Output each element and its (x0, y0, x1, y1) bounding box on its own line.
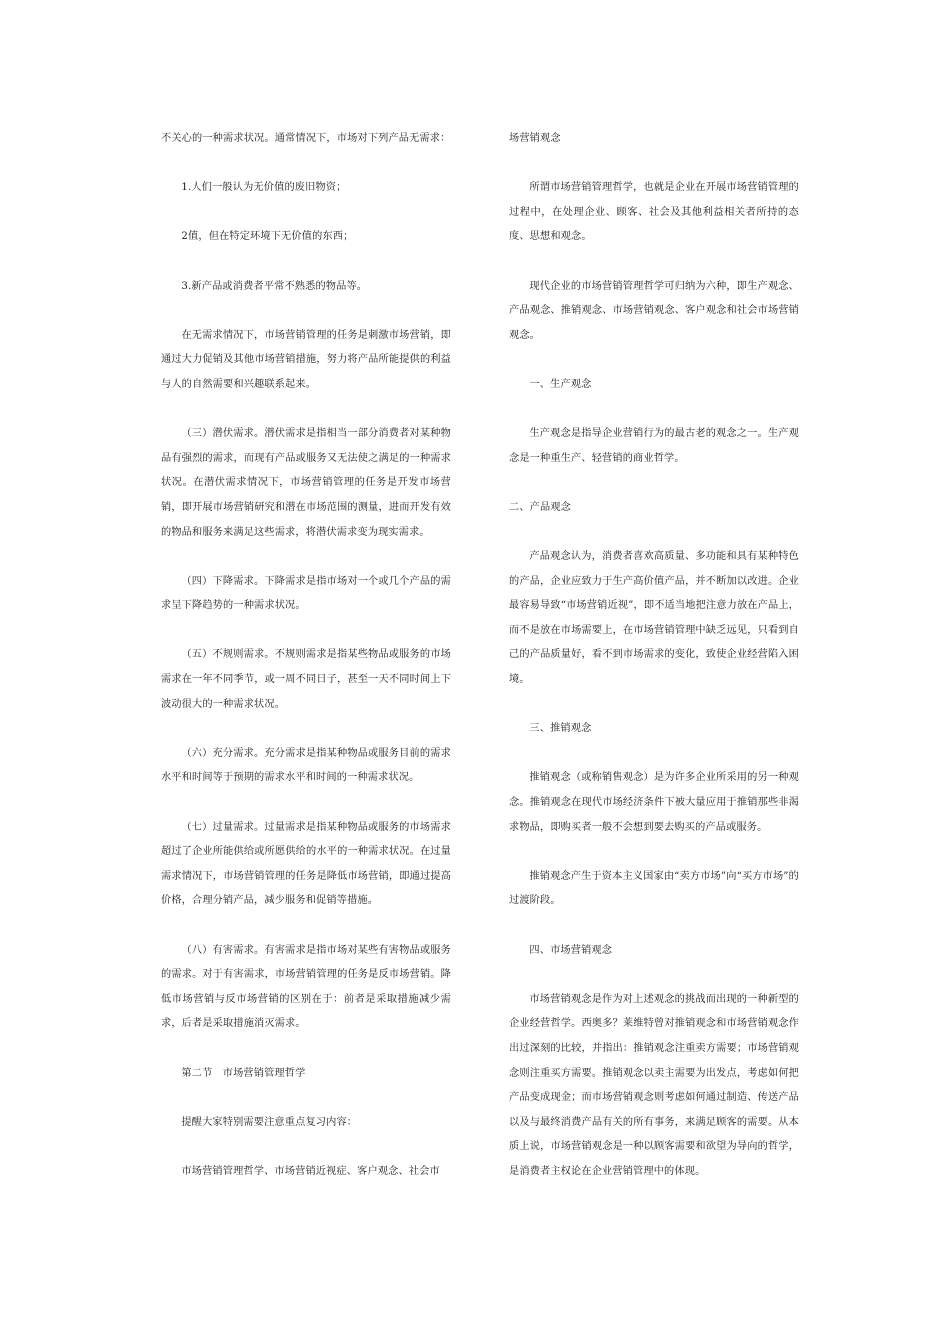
paragraph: 生产观念是指导企业营销行为的最古老的观念之一。生产观念是一种重生产、轻营销的商业哲学。 (509, 428, 799, 464)
paragraph: 市场营销观念是作为对上述观念的挑战而出现的一种新型的企业经营哲学。西奥多？莱维特曾对推销观念和市场营销观念作出过深刻的比较，并指出：推销观念注重卖方需要；市场营销观念则注重买方需要。推销观念以卖主需要为出发点，考虑如何把产品变成现金；而市场营销观念则考虑如何通过制造、传送产品以及与最终消费产品有关的所有事务，来满足顾客的需要。从本质上说，市场营销观念是一种以顾客需要和欲望为导向的哲学，是消费者主权论在企业营销管理中的体现。 (509, 993, 799, 1177)
section-heading: 二、产品观念 (509, 501, 572, 513)
paragraph: （五）不规则需求。不规则需求是指某些物品或服务的市场需求在一年不同季节，或一周不同日子，甚至一天不同时间上下波动很大的一种需求状况。 (161, 649, 451, 710)
paragraph: （四）下降需求。下降需求是指市场对一个或几个产品的需求呈下降趋势的一种需求状况。 (161, 575, 451, 612)
paragraph: 市场营销管理哲学、市场营销近视症、客户观念、社会市 (181, 1165, 440, 1177)
section-heading: 第二节 市场营销管理哲学 (181, 1067, 306, 1079)
paragraph: 现代企业的市场营销管理哲学可归纳为六种，即生产观念、产品观念、推销观念、市场营销观念、客户观念和社会市场营销观念。 (509, 280, 799, 341)
section-heading: 三、推销观念 (529, 723, 592, 735)
paragraph: 产品观念认为，消费者喜欢高质量、多功能和具有某种特色的产品，企业应致力于生产高价值产品，并不断加以改进。企业最容易导致“市场营销近视”，即不适当地把注意力放在产品上，而不是放在市场需要上，在市场营销管理中缺乏远见，只看到自己的产品质量好，看不到市场需求的变化，致使企业经营陷入困境。 (509, 551, 799, 686)
paragraph: （七）过量需求。过量需求是指某种物品或服务的市场需求超过了企业所能供给或所愿供给的水平的一种需求状况。在过量需求情况下，市场营销管理的任务是降低市场营销，即通过提高价格，合理分销产品，减少服务和促销等措施。 (161, 821, 451, 907)
paragraph: 在无需求情况下，市场营销管理的任务是刺激市场营销，即通过大力促销及其他市场营销措施，努力将产品所能提供的利益与人的自然需要和兴趣联系起来。 (161, 329, 451, 390)
list-item: 3.新产品或消费者平常不熟悉的物品等。 (181, 280, 368, 292)
paragraph: 场营销观念 (509, 133, 561, 144)
list-item: 1.人们一般认为无价值的废旧物资； (181, 182, 347, 194)
paragraph: （六）充分需求。充分需求是指某种物品或服务目前的需求水平和时间等于预期的需求水平和时间的一种需求状况。 (161, 747, 451, 784)
paragraph: （三）潜伏需求。潜伏需求是指相当一部分消费者对某种物品有强烈的需求，而现有产品或服务又无法使之满足的一种需求状况。在潜伏需求情况下，市场营销管理的任务是开发市场营销，即开展市场营销研究和潜在市场范围的测量，进而开发有效的物品和服务来满足这些需求，将潜伏需求变为现实需求。 (161, 428, 451, 538)
right-text-column (509, 127, 799, 1209)
paragraph: 推销观念（或称销售观念）是为许多企业所采用的另一种观念。推销观念在现代市场经济条件下被大量应用于推销那些非渴求物品，即购买者一般不会想到要去购买的产品或服务。 (509, 772, 799, 833)
list-item: 2值，但在特定环境下无价值的东西； (181, 231, 354, 243)
paragraph: 推销观念产生于资本主义国家由“卖方市场”向“买方市场”的过渡阶段。 (509, 870, 799, 907)
paragraph: 所谓市场营销管理哲学，也就是企业在开展市场营销管理的过程中，在处理企业、顾客、社会及其他利益相关者所持的态度、思想和观念。 (509, 182, 799, 243)
paragraph: （八）有害需求。有害需求是指市场对某些有害物品或服务的需求。对于有害需求，市场营销管理的任务是反市场营销。降低市场营销与反市场营销的区别在于：前者是采取措施减少需求，后者是采取措施消灭需求。 (161, 944, 451, 1030)
section-heading: 四、市场营销观念 (529, 944, 613, 956)
paragraph: 提醒大家特别需要注意重点复习内容： (181, 1116, 358, 1128)
left-text-column (161, 127, 451, 1209)
paragraph: 不关心的一种需求状况。通常情况下，市场对下列产品无需求： (161, 133, 451, 144)
section-heading: 一、生产观念 (529, 378, 592, 390)
